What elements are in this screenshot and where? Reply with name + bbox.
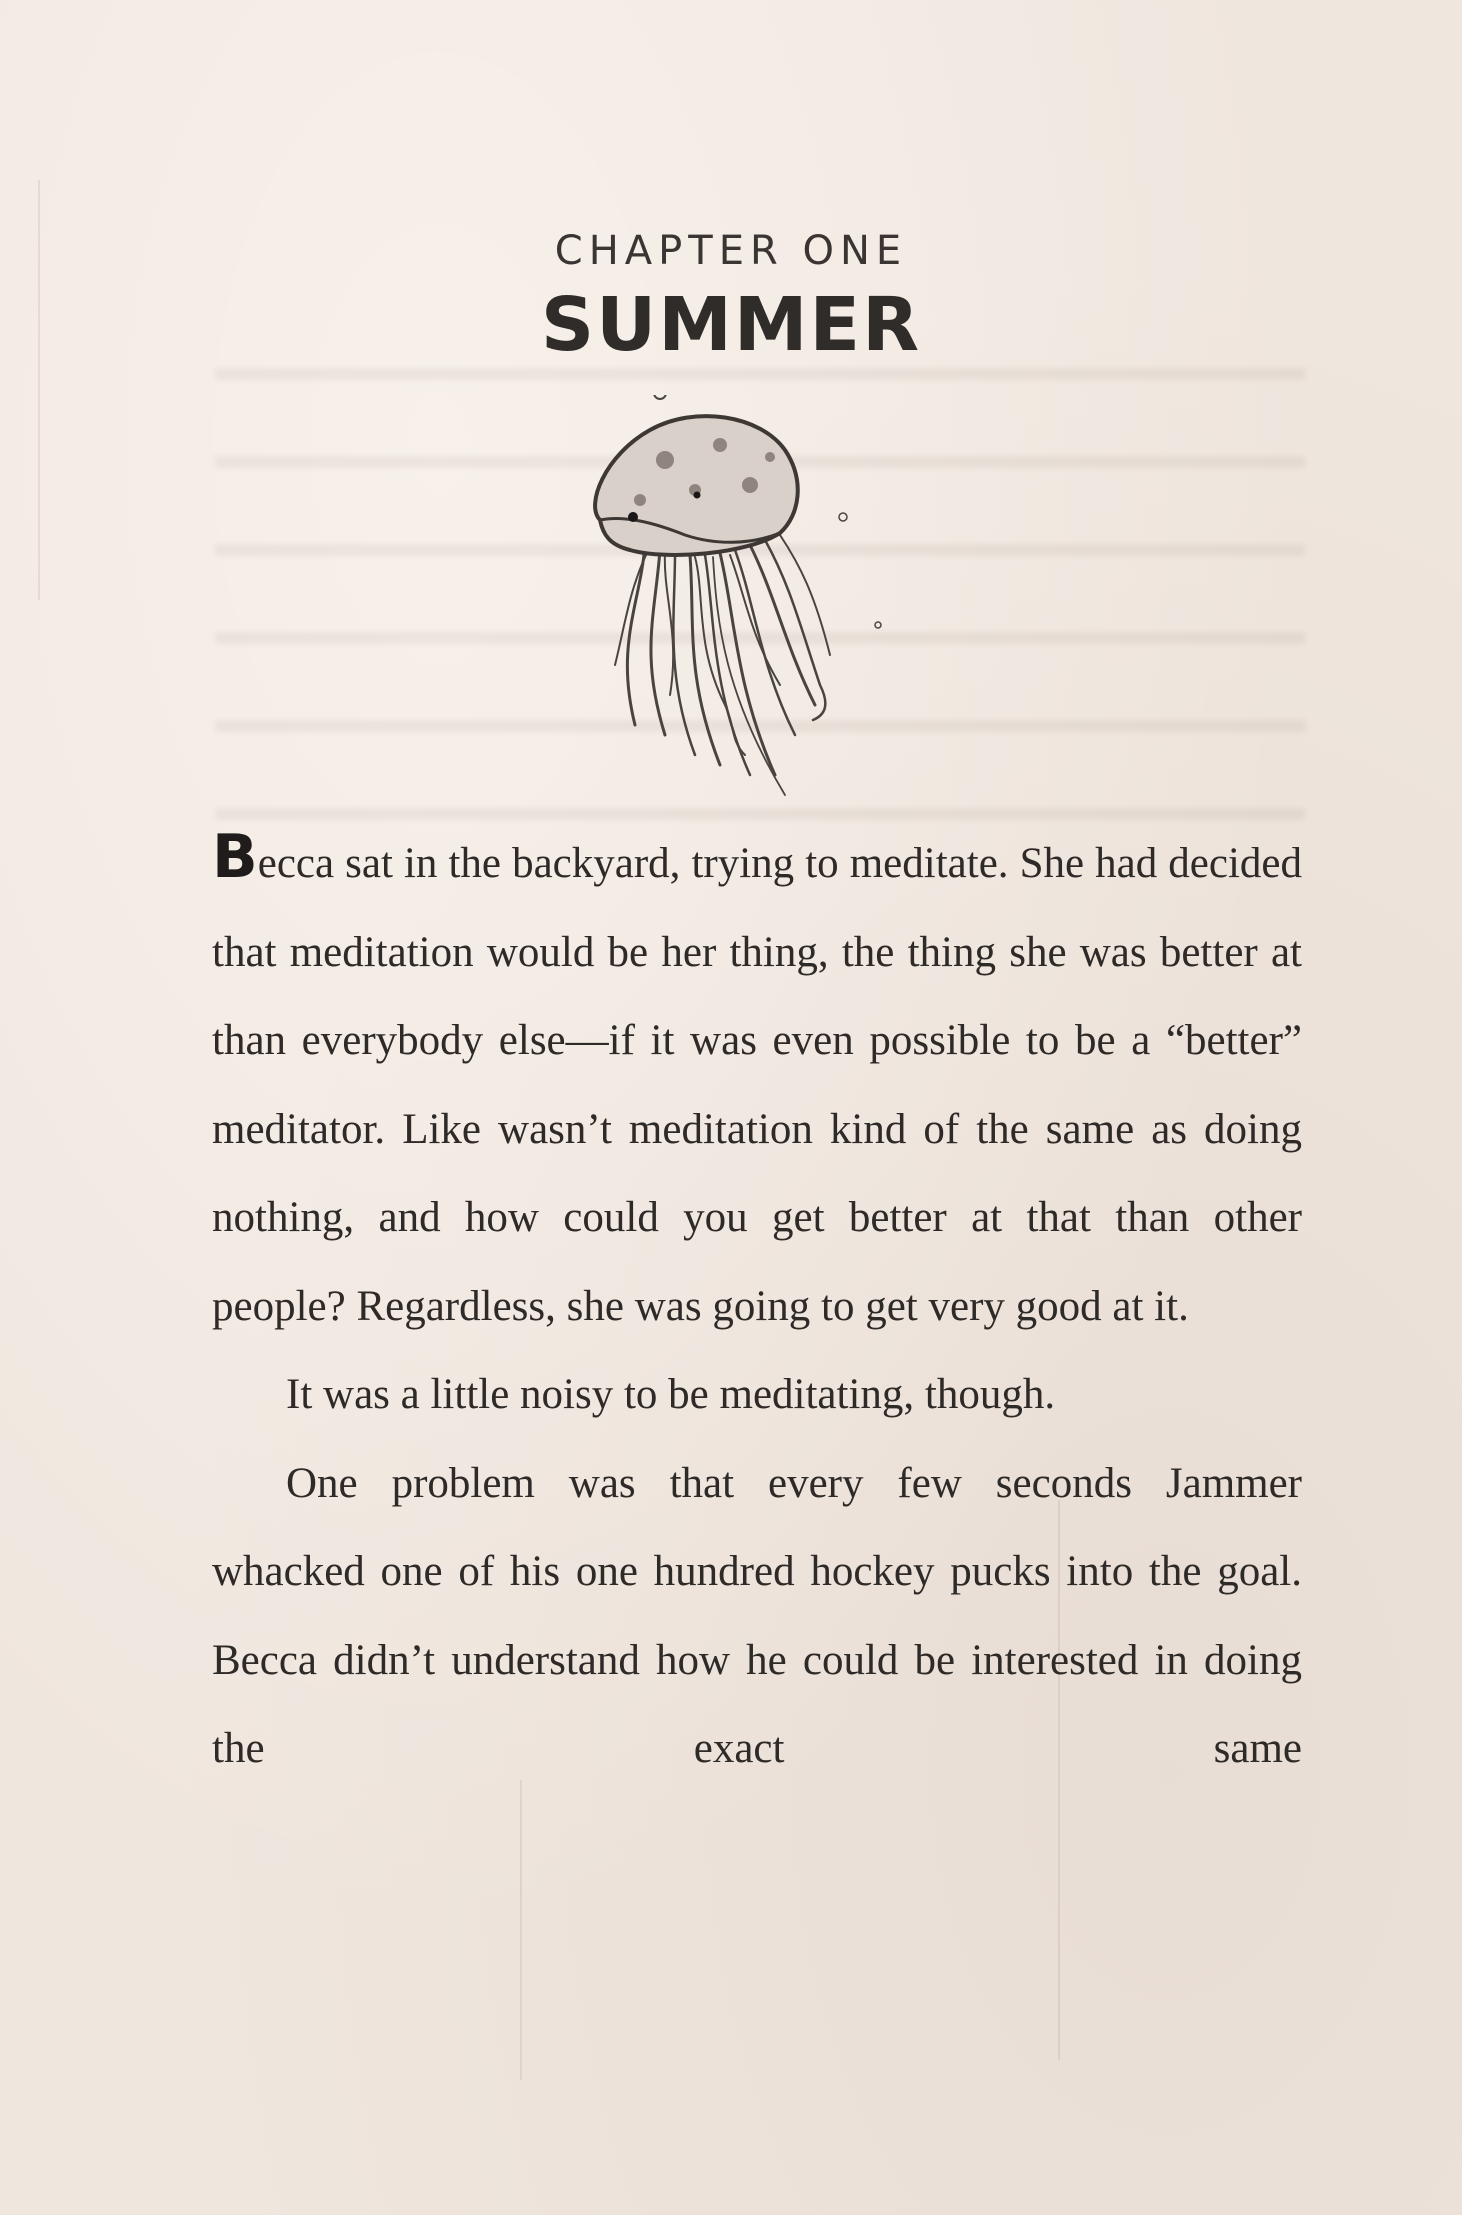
drop-cap: B bbox=[212, 822, 258, 892]
chapter-body-text bbox=[212, 820, 1302, 1794]
jellyfish-illustration bbox=[545, 395, 905, 805]
paragraph-2: It was a little noisy to be meditating, though. bbox=[286, 1371, 1056, 1418]
paragraph-3: One problem was that every few seconds Jammer whacked one of his one hundred hockey pucks into the goal. Becca didn’t understand how he could be interested in doing the exact same bbox=[212, 1459, 1302, 1772]
scan-scratch bbox=[520, 1780, 522, 2080]
chapter-title: SUMMER bbox=[540, 282, 922, 368]
paragraph-1-text: ecca sat in the backyard, trying to meditate. She had decided that meditation would be her thing, the thing she was better at than everybody else—if it was even possible to be a “better” meditator. Like wasn’t meditation kind of the same as doing nothing, and how could you get better at that than other people? Regardless, she was going to get very good at it. bbox=[212, 840, 1302, 1330]
chapter-label: CHAPTER ONE bbox=[554, 228, 908, 274]
paragraph-1 bbox=[212, 820, 1302, 1351]
